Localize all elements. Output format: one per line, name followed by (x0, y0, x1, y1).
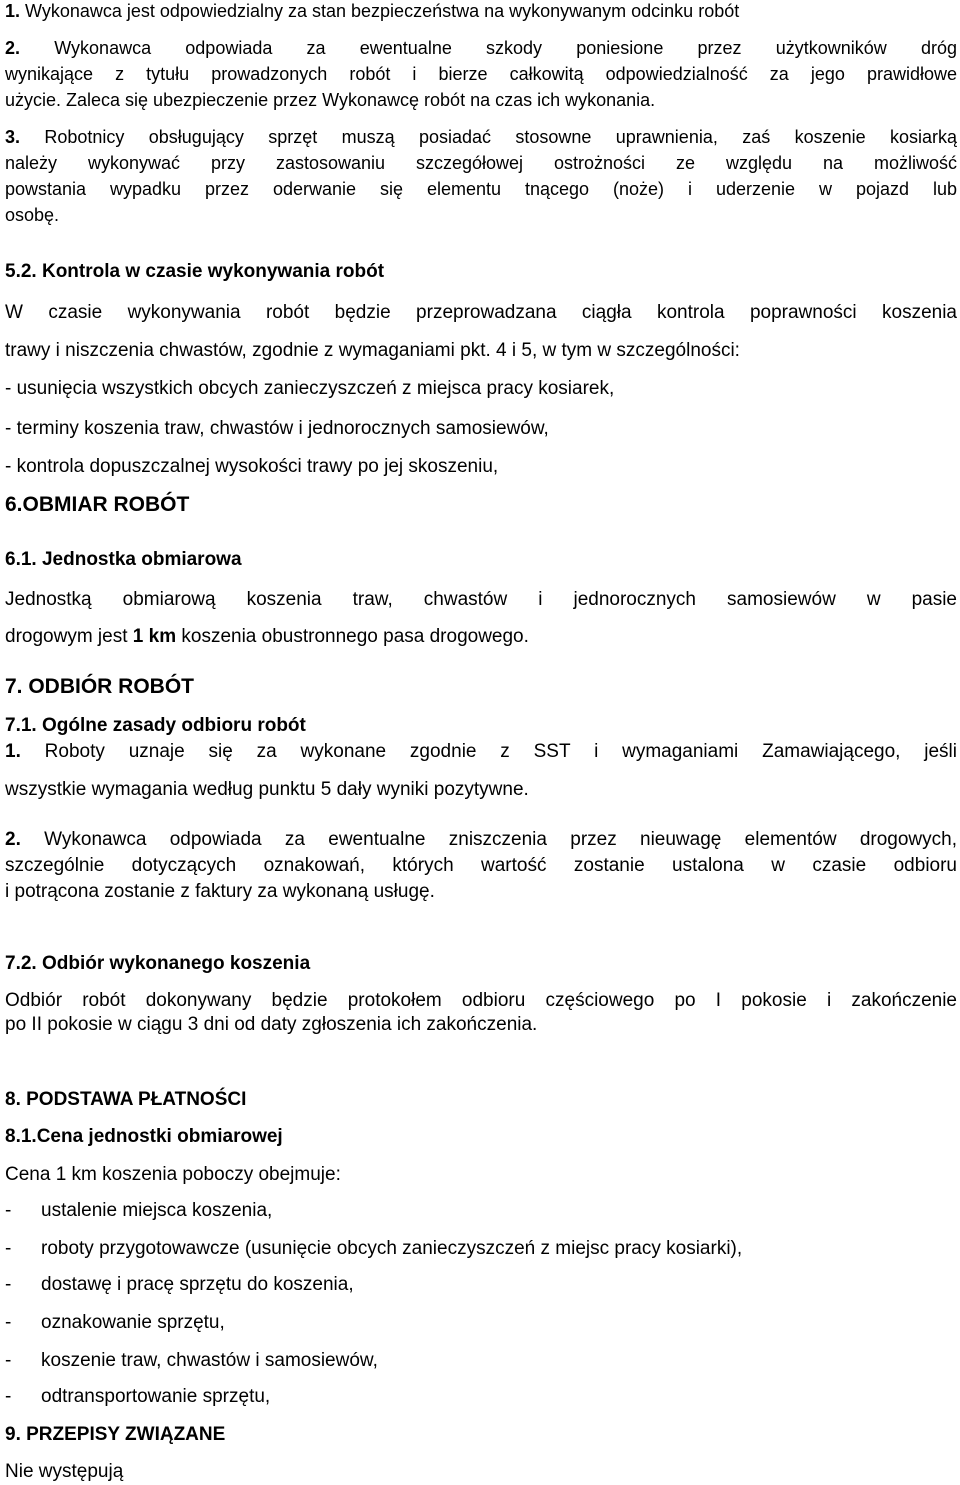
section-6-1-line-2 (5, 626, 529, 648)
list-item-text: ustalenie miejsca koszenia, (41, 1200, 273, 1221)
item-number: 2. (5, 38, 21, 58)
paragraph-text: Roboty uznaje się za wykonane zgodnie z SST i wymaganiami Zamawiającego, jeśli (20, 741, 957, 762)
list-dash: - (5, 1238, 12, 1259)
list-item (5, 1386, 270, 1408)
list-item (5, 1200, 272, 1222)
list-item (5, 1350, 378, 1372)
unit-emphasis: 1 km (132, 626, 177, 647)
section-6-1-heading: 6.1. Jednostka obmiarowa (5, 549, 242, 570)
list-item (5, 1274, 354, 1296)
section-9-heading: 9. PRZEPISY ZWIĄZANE (5, 1424, 226, 1445)
item-number: 1. (5, 1, 21, 21)
paragraph-3-line-4: osobę. (5, 205, 60, 225)
list-item-text: koszenie traw, chwastów i samosiewów, (41, 1350, 378, 1371)
section-5-2-line-1: W czasie wykonywania robót będzie przeprowadzana ciągła kontrola poprawności koszenia (5, 302, 957, 323)
section-8-heading: 8. PODSTAWA PŁATNOŚCI (5, 1089, 247, 1110)
section-6-heading: 6.OBMIAR ROBÓT (5, 493, 190, 516)
list-item-text: roboty przygotowawcze (usunięcie obcych zanieczyszczeń z miejsc pracy kosiarki), (41, 1238, 743, 1259)
list-item: - terminy koszenia traw, chwastów i jednorocznych samosiewów, (5, 418, 549, 439)
list-item: - kontrola dopuszczalnej wysokości trawy po jej skoszeniu, (5, 456, 499, 477)
text-part: drogowym jest (5, 626, 133, 647)
section-7-1-p2-line-2: szczególnie dotyczących oznakowań, których wartość zostanie ustalona w czasie odbioru (5, 855, 957, 876)
section-7-1-p1-line-2: wszystkie wymagania według punktu 5 dały wyniki pozytywne. (5, 779, 529, 800)
text-part: koszenia obustronnego pasa drogowego. (176, 626, 529, 647)
paragraph-text: Wykonawca odpowiada za ewentualne szkody poniesione przez użytkowników dróg (20, 38, 957, 58)
list-dash: - (5, 1274, 12, 1295)
list-item (5, 1312, 225, 1334)
section-6-1-line-1: Jednostką obmiarową koszenia traw, chwastów i jednorocznych samosiewów w pasie (5, 589, 957, 610)
list-item-text: oznakowanie sprzętu, (41, 1312, 225, 1333)
list-dash: - (5, 1350, 12, 1371)
paragraph-text: Wykonawca jest odpowiedzialny za stan bezpieczeństwa na wykonywanym odcinku robót (20, 1, 740, 21)
section-7-heading: 7. ODBIÓR ROBÓT (5, 675, 195, 698)
section-5-2-heading: 5.2. Kontrola w czasie wykonywania robót (5, 261, 385, 282)
list-dash: - (5, 1386, 12, 1407)
section-7-1-p2-line-3: i potrącona zostanie z faktury za wykonaną usługę. (5, 881, 435, 902)
section-8-1-intro: Cena 1 km koszenia poboczy obejmuje: (5, 1164, 341, 1185)
item-number: 3. (5, 127, 21, 147)
section-9-text: Nie występują (5, 1461, 124, 1482)
list-item (5, 1238, 742, 1260)
paragraph-1 (5, 0, 739, 22)
paragraph-3-line-3: powstania wypadku przez oderwanie się elementu tnącego (noże) i uderzenie w pojazd lub (5, 179, 957, 199)
paragraph-2-line-2: wynikające z tytułu prowadzonych robót i bierze całkowitą odpowiedzialność za jego prawidłowe (5, 64, 957, 84)
section-7-2-line-1: Odbiór robót dokonywany będzie protokołem odbioru częściowego po I pokosie i zakończenie (5, 990, 957, 1011)
paragraph-text: Wykonawca odpowiada za ewentualne zniszczenia przez nieuwagę elementów drogowych, (20, 829, 957, 850)
section-8-1-heading: 8.1.Cena jednostki obmiarowej (5, 1126, 283, 1147)
paragraph-3-line-2: należy wykonywać przy zastosowaniu szczegółowej ostrożności ze względu na możliwość (5, 153, 957, 173)
paragraph-2-line-1 (5, 37, 957, 59)
section-7-2-heading: 7.2. Odbiór wykonanego koszenia (5, 953, 311, 974)
list-item-text: dostawę i pracę sprzętu do koszenia, (41, 1274, 354, 1295)
section-7-1-p2-line-1 (5, 829, 957, 851)
item-number: 2. (5, 829, 21, 850)
section-7-2-line-2: po II pokosie w ciągu 3 dni od daty zgłoszenia ich zakończenia. (5, 1014, 538, 1035)
list-dash: - (5, 1200, 12, 1221)
paragraph-text: Robotnicy obsługujący sprzęt muszą posiadać stosowne uprawnienia, zaś koszenie kosiarką (20, 127, 957, 147)
section-7-1-p1-line-1 (5, 741, 957, 763)
section-7-1-heading: 7.1. Ogólne zasady odbioru robót (5, 715, 306, 736)
list-dash: - (5, 1312, 12, 1333)
section-5-2-line-2: trawy i niszczenia chwastów, zgodnie z wymaganiami pkt. 4 i 5, w tym w szczególności: (5, 340, 740, 361)
paragraph-2-line-3: użycie. Zaleca się ubezpieczenie przez Wykonawcę robót na czas ich wykonania. (5, 90, 656, 110)
item-number: 1. (5, 741, 21, 762)
paragraph-3-line-1 (5, 126, 957, 148)
list-item: - usunięcia wszystkich obcych zanieczyszczeń z miejsca pracy kosiarek, (5, 378, 615, 399)
list-item-text: odtransportowanie sprzętu, (41, 1386, 271, 1407)
